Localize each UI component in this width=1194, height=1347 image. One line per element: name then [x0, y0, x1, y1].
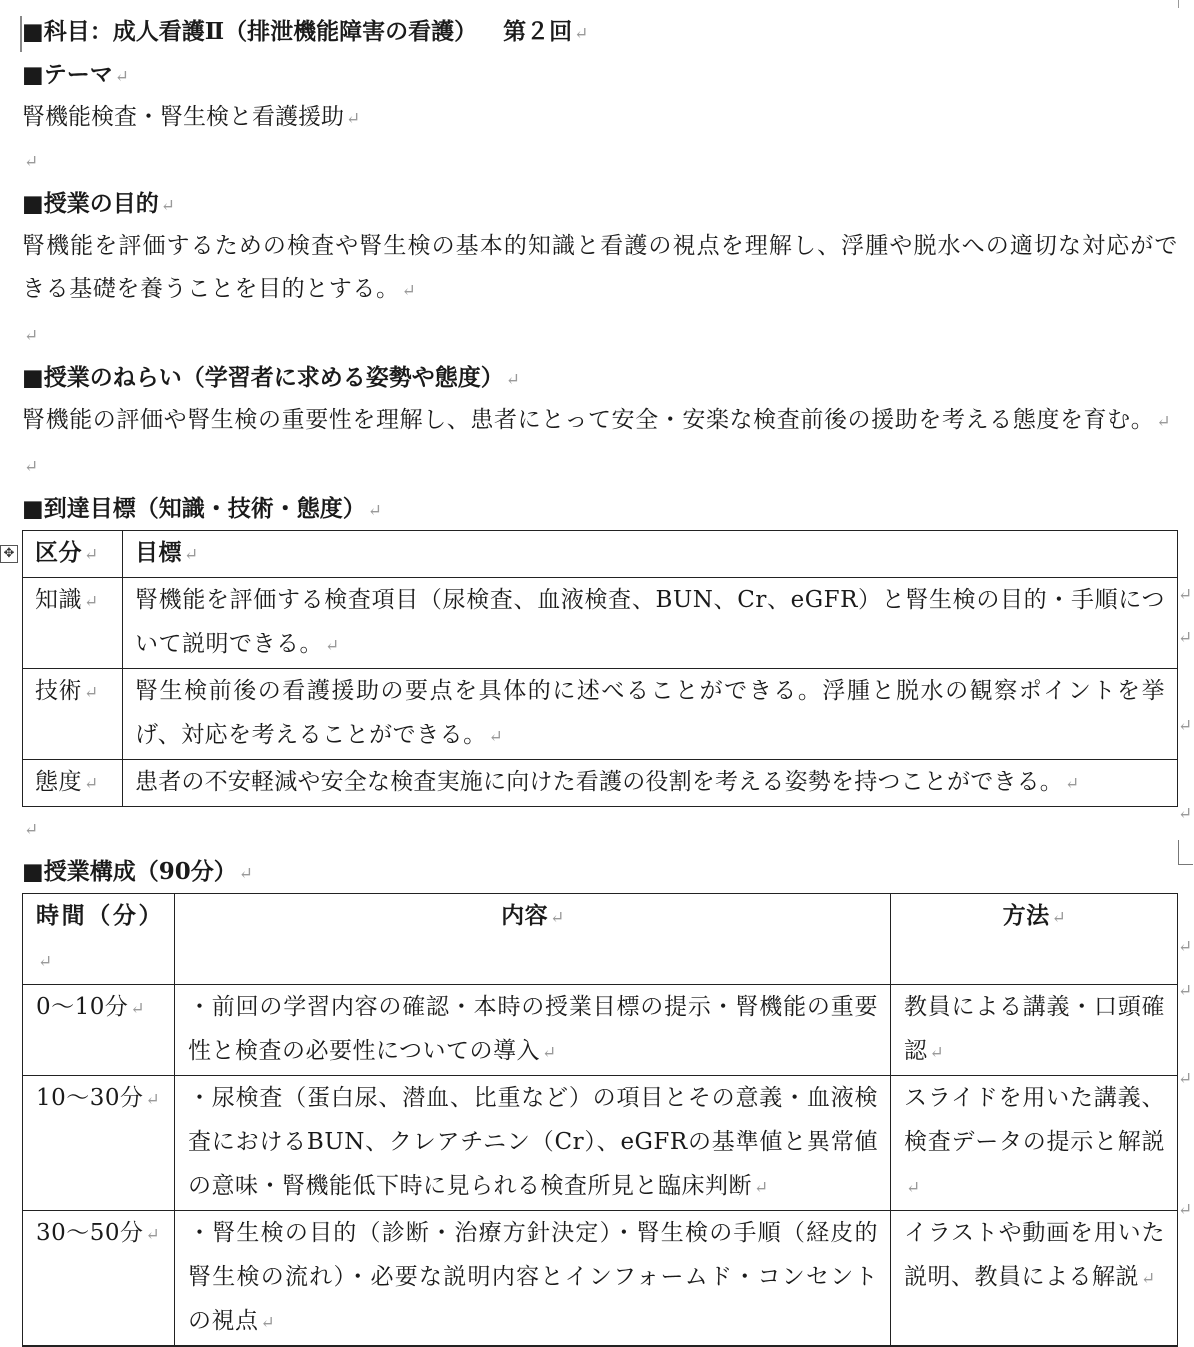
table-row	[23, 1346, 1178, 1347]
time-cell: 0～10分 ↵	[23, 985, 175, 1076]
document-page	[22, 0, 1178, 1347]
theme-text: 腎機能検査・腎生検と看護援助 ↵	[22, 104, 361, 130]
time-cell: 30～50分 ↵	[23, 1211, 175, 1346]
goals-table	[22, 530, 1178, 807]
category-cell: 知識 ↵	[23, 578, 123, 669]
row-end-mark: ↵	[1178, 1069, 1193, 1089]
structure-heading: ■授業構成（90分） ↵	[22, 858, 253, 885]
row-end-mark: ↵	[1178, 1200, 1193, 1220]
table-resize-corner[interactable]	[1178, 840, 1193, 865]
header-time: 時間（分）↵	[23, 894, 175, 985]
table-row	[23, 1076, 1178, 1211]
header-content: 内容 ↵	[175, 894, 891, 985]
blank-line: ↵	[24, 820, 39, 840]
content-cell: ・腎生検の目的（診断・治療方針決定）・腎生検の手順（経皮的腎生検の流れ）・必要な説明内容とインフォームド・コンセントの視点 ↵	[175, 1211, 891, 1346]
table-row	[23, 760, 1178, 807]
ruler-edge	[1178, 0, 1194, 8]
method-cell: イラストや動画を用いた説明、教員による解説 ↵	[891, 1211, 1178, 1346]
row-end-mark: ↵	[1178, 628, 1193, 648]
row-end-mark: ↵	[1178, 981, 1193, 1001]
time-cell	[23, 1346, 175, 1347]
table-header-row	[23, 894, 1178, 985]
row-end-mark: ↵	[1178, 585, 1193, 605]
theme-heading: ■テーマ ↵	[22, 61, 129, 88]
content-cell	[175, 1346, 891, 1347]
row-end-mark: ↵	[1178, 804, 1193, 824]
session-number: 第２回	[503, 18, 573, 45]
course-title-line: ■科目：成人看護Ⅱ（排泄機能障害の看護） 第２回 ↵	[22, 18, 589, 45]
method-cell: 教員による講義・口頭確認 ↵	[891, 985, 1178, 1076]
table-row	[23, 578, 1178, 669]
aim-heading: ■授業のねらい（学習者に求める姿勢や態度） ↵	[22, 364, 520, 391]
category-cell: 態度 ↵	[23, 760, 123, 807]
table-header-row	[23, 531, 1178, 578]
goal-cell: 患者の不安軽減や安全な検査実施に向けた看護の役割を考える姿勢を持つことができる。 ↵	[123, 760, 1178, 807]
content-cell: ・前回の学習内容の確認・本時の授業目標の提示・腎機能の重要性と検査の必要性についての導入 ↵	[175, 985, 891, 1076]
purpose-text: 腎機能を評価するための検査や腎生検の基本的知識と看護の視点を理解し、浮腫や脱水への適切な対応ができる基礎を養うことを目的とする。 ↵	[22, 233, 1178, 302]
row-end-mark: ↵	[1178, 937, 1193, 957]
goal-cell: 腎機能を評価する検査項目（尿検査、血液検査、BUN、Cr、eGFR）と腎生検の目的・手順について説明できる。 ↵	[123, 578, 1178, 669]
goals-heading: ■到達目標（知識・技術・態度） ↵	[22, 495, 382, 522]
method-cell	[891, 1346, 1178, 1347]
blank-line: ↵	[24, 457, 39, 477]
aim-text: 腎機能の評価や腎生検の重要性を理解し、患者にとって安全・安楽な検査前後の援助を考える態度を育む。 ↵	[22, 407, 1172, 433]
category-cell: 技術 ↵	[23, 669, 123, 760]
header-method: 方法 ↵	[891, 894, 1178, 985]
row-end-mark: ↵	[1178, 716, 1193, 736]
header-goal: 目標 ↵	[123, 531, 1178, 578]
course-title: ■科目：成人看護Ⅱ（排泄機能障害の看護）	[22, 18, 478, 45]
purpose-heading: ■授業の目的 ↵	[22, 190, 175, 217]
blank-line: ↵	[24, 152, 39, 172]
content-cell: ・尿検査（蛋白尿、潜血、比重など）の項目とその意義・血液検査におけるBUN、クレアチニン（Cr）、eGFRの基準値と異常値の意味・腎機能低下時に見られる検査所見と臨床判断 ↵	[175, 1076, 891, 1211]
header-category: 区分 ↵	[23, 531, 123, 578]
structure-table	[22, 893, 1178, 1347]
table-row	[23, 985, 1178, 1076]
time-cell: 10～30分 ↵	[23, 1076, 175, 1211]
table-row	[23, 1211, 1178, 1346]
table-move-handle-icon[interactable]: ✥	[0, 545, 18, 563]
table-row	[23, 669, 1178, 760]
goal-cell: 腎生検前後の看護援助の要点を具体的に述べることができる。浮腫と脱水の観察ポイントを挙げ、対応を考えることができる。 ↵	[123, 669, 1178, 760]
blank-line: ↵	[24, 326, 39, 346]
method-cell: スライドを用いた講義、検査データの提示と解説↵	[891, 1076, 1178, 1211]
